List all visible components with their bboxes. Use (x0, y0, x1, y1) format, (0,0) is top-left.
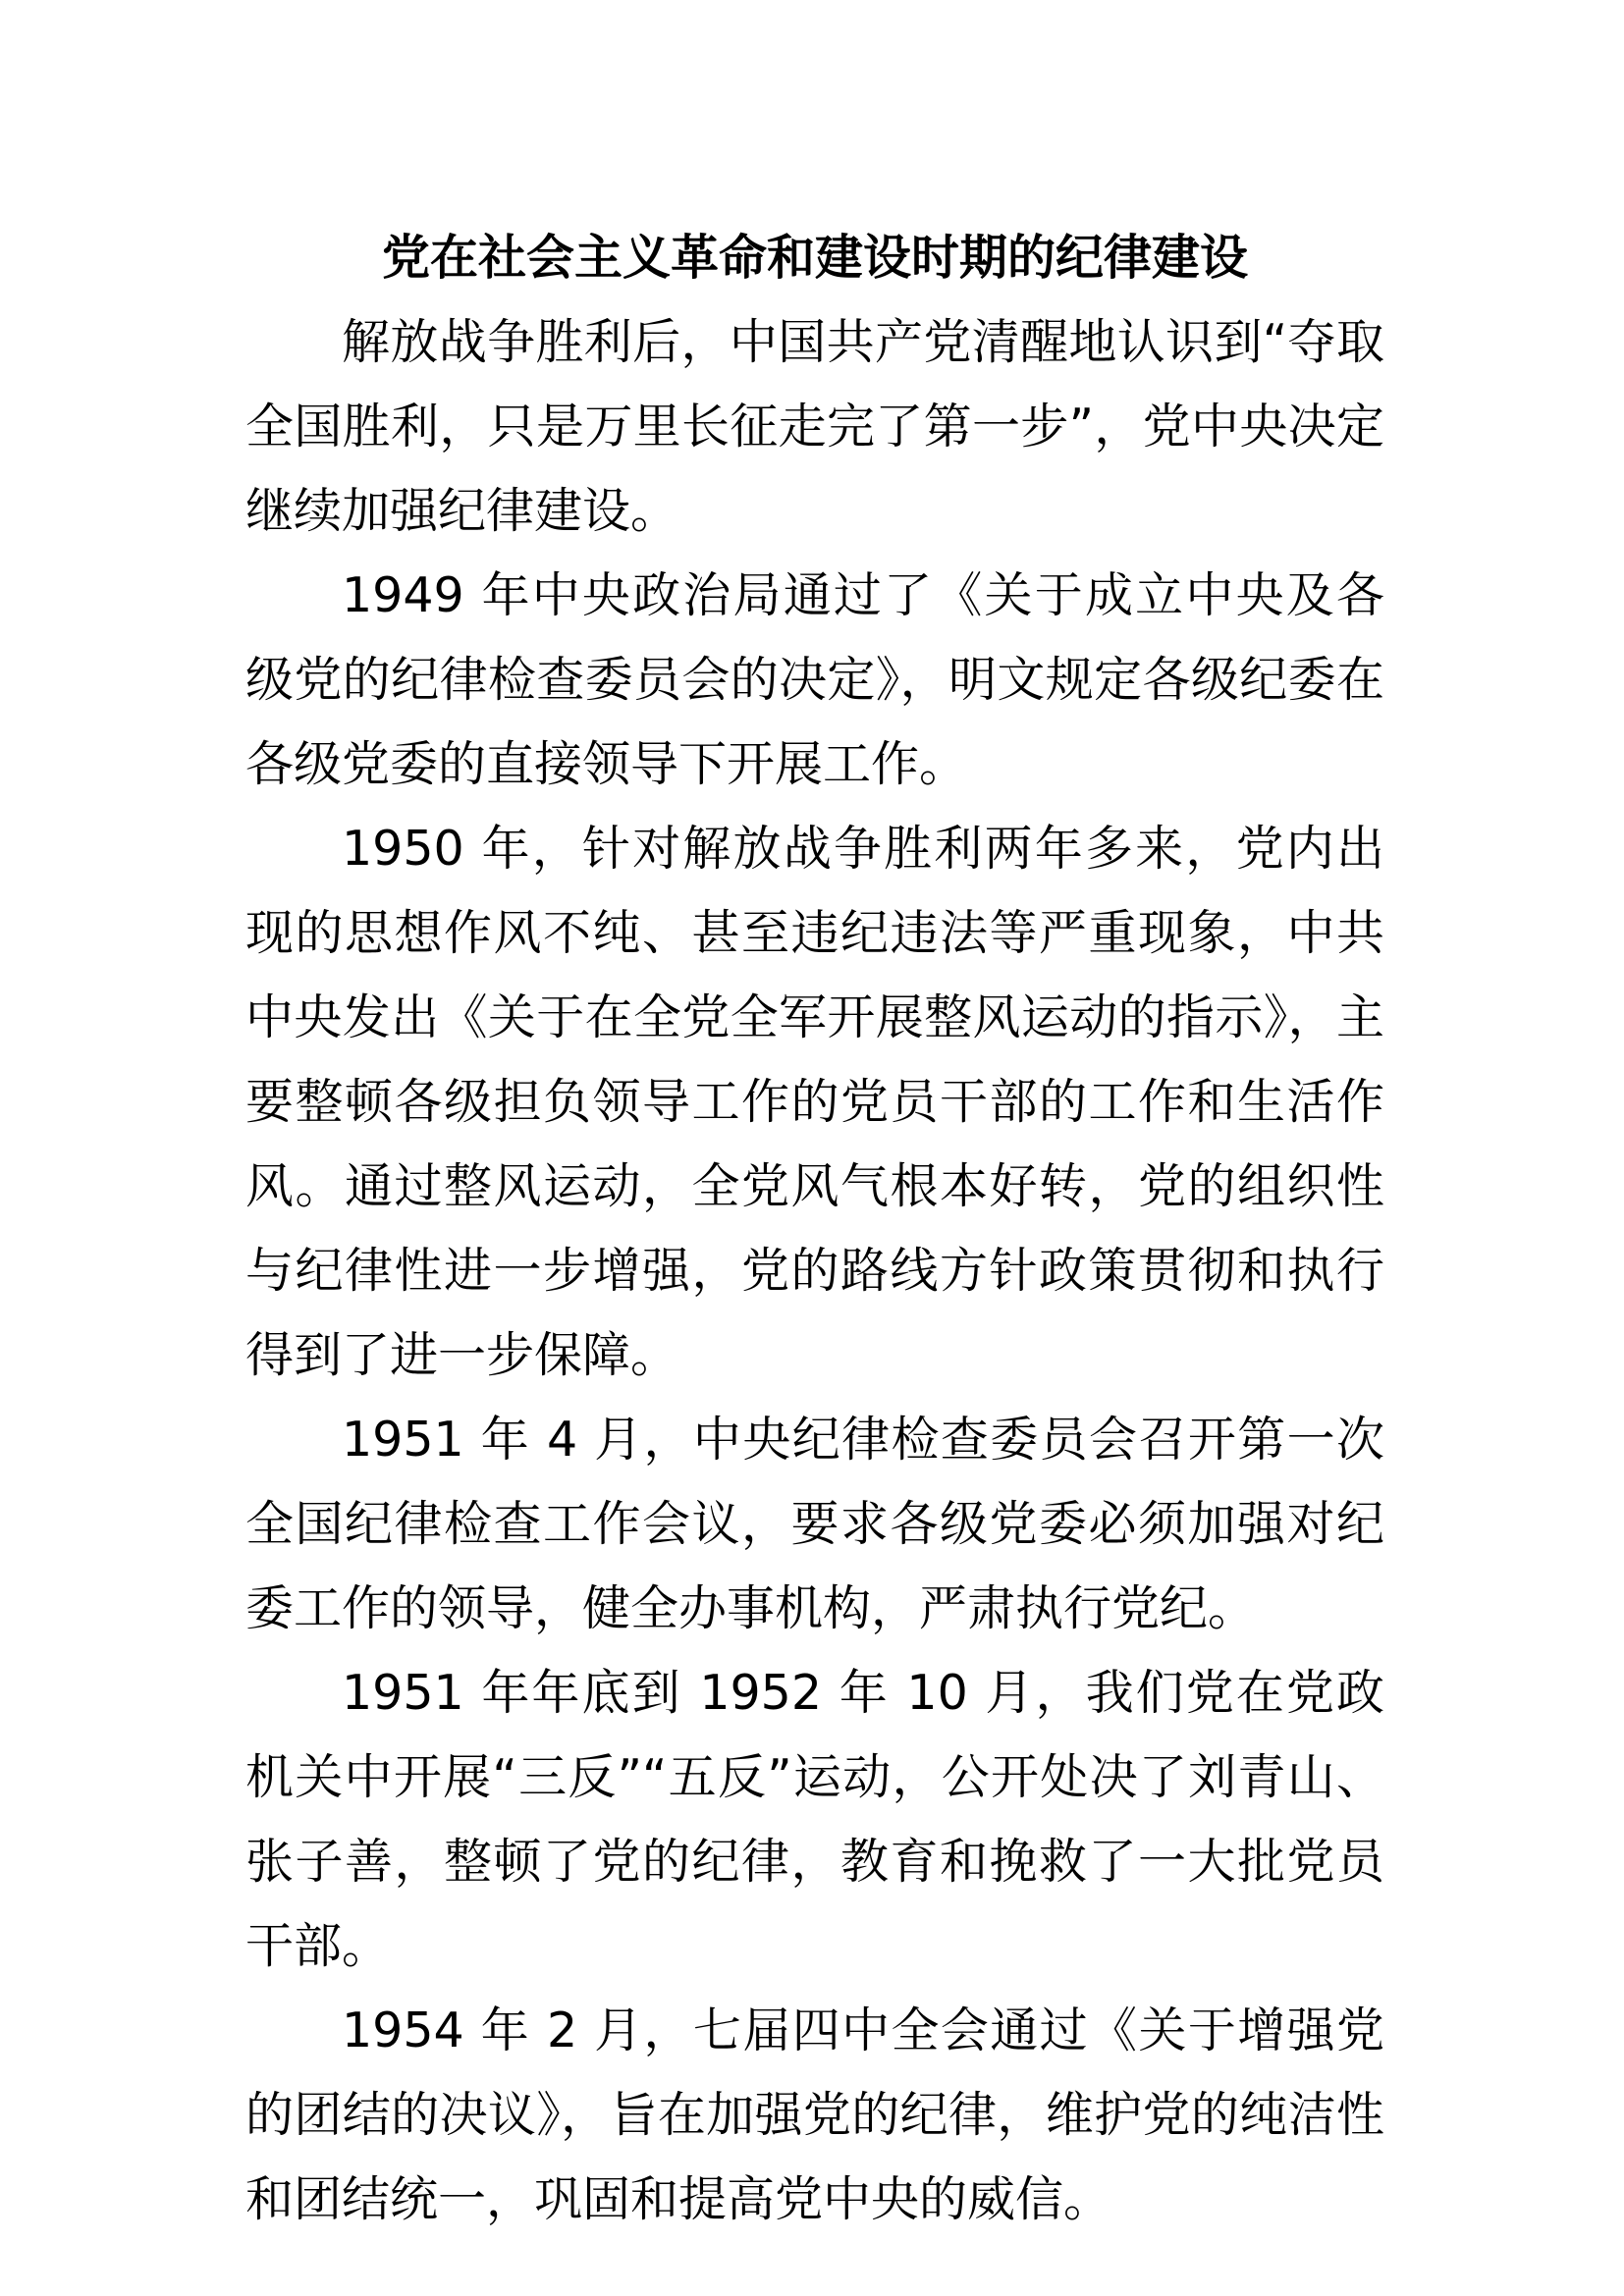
paragraph: 解放战争胜利后，中国共产党清醒地认识到“夺取全国胜利，只是万里长征走完了第一步”，党中央决定继续加强纪律建设。 (245, 314, 1384, 539)
paragraph: 1949 年中央政治局通过了《关于成立中央及各级党的纪律检查委员会的决定》，明文规定各级纪委在各级党委的直接领导下开展工作。 (245, 567, 1384, 792)
document-body (245, 300, 1384, 2242)
paragraph: 1951 年 4 月，中央纪律检查委员会召开第一次全国纪律检查工作会议，要求各级党委必须加强对纪委工作的领导，健全办事机构，严肃执行党纪。 (245, 1412, 1384, 1636)
paragraph: 1951 年年底到 1952 年 10 月，我们党在党政机关中开展“三反”“五反”运动，公开处决了刘青山、张子善，整顿了党的纪律，教育和挽救了一大批党员干部。 (245, 1665, 1384, 1974)
paragraph: 1950 年，针对解放战争胜利两年多来，党内出现的思想作风不纯、甚至违纪违法等严重现象，中共中央发出《关于在全党全军开展整风运动的指示》，主要整顿各级担负领导工作的党员干部的工作和生活作风。通过整风运动，全党风气根本好转，党的组织性与纪律性进一步增强，党的路线方针政策贯彻和执行得到了进一步保障。 (245, 821, 1384, 1383)
document-title: 党在社会主义革命和建设时期的纪律建设 (381, 230, 1248, 286)
paragraph: 1954 年 2 月，七届四中全会通过《关于增强党的团结的决议》，旨在加强党的纪律，维护党的纯洁性和团结统一，巩固和提高党中央的威信。 (245, 2002, 1384, 2227)
